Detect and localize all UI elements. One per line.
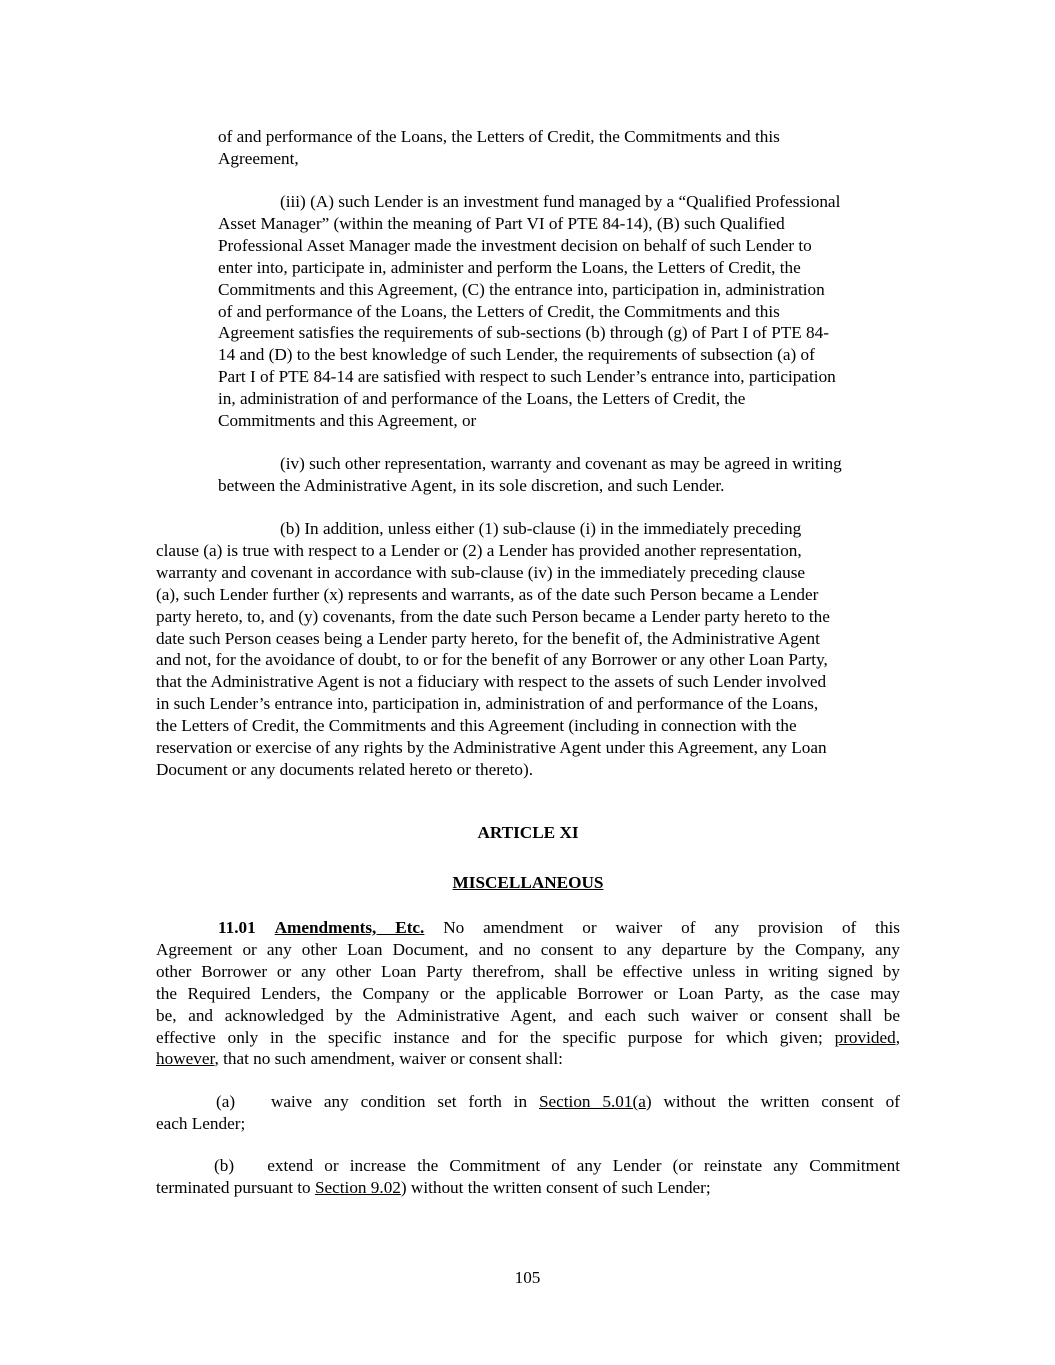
text-line: reservation or exercise of any rights by the Administrative Agent under this Agreement, any Loan — [156, 738, 827, 758]
clause-b-paragraph — [156, 518, 906, 781]
text-line: Professional Asset Manager made the investment decision on behalf of such Lender to — [218, 235, 812, 255]
text-line: (b) extend or increase the Commitment of any Lender (or reinstate any Commitment — [214, 1156, 900, 1175]
however-term: however — [156, 1049, 215, 1069]
text-line: effective only in the specific instance and for the specific purpose for which given; provided, — [156, 1027, 901, 1047]
text-line: Agreement, — [218, 148, 299, 168]
text-line: party hereto, to, and (y) covenants, from the date such Person became a Lender party hereto to the — [156, 606, 830, 626]
clause-label: (a) — [216, 1092, 236, 1111]
article-title: ARTICLE XI — [477, 823, 579, 842]
text-line: Document or any documents related hereto or thereto). — [156, 759, 534, 779]
section-11-01 — [156, 917, 900, 1070]
text-line: (a) waive any condition set forth in Section 5.01(a) without the written consent of — [216, 1092, 901, 1111]
text-line: 11.01 Amendments, Etc. No amendment or waiver of any provision of this — [218, 918, 900, 937]
section-number: 11.01 — [218, 918, 256, 937]
text-line: the Letters of Credit, the Commitments and this Agreement (including in connection with the — [156, 716, 797, 736]
text-line: warranty and covenant in accordance with sub-clause (iv) in the immediately preceding clause — [156, 562, 806, 582]
text-line: (iv) such other representation, warranty and covenant as may be agreed in writing — [280, 454, 842, 473]
text-line: Agreement or any other Loan Document, and no consent to any departure by the Company, any — [156, 939, 900, 959]
text-line: each Lender; — [156, 1113, 246, 1133]
section-heading: Amendments, Etc. — [274, 918, 425, 937]
text-line: in such Lender’s entrance into, participation in, administration of and performance of the Loans, — [156, 694, 819, 714]
text-line: in, administration of and performance of the Loans, the Letters of Credit, the — [218, 389, 746, 409]
text-line: Commitments and this Agreement, (C) the entrance into, participation in, administration — [218, 279, 825, 299]
text-line: (a), such Lender further (x) represents and warrants, as of the date such Person became a Lender — [156, 584, 819, 604]
text-line: 14 and (D) to the best knowledge of such Lender, the requirements of subsection (a) of — [218, 345, 815, 365]
text-line: other Borrower or any other Loan Party therefrom, shall be effective unless in writing signed by — [156, 961, 900, 981]
continuation-paragraph — [218, 126, 908, 170]
text-line: of and performance of the Loans, the Letters of Credit, the Commitments and this — [218, 127, 780, 146]
text-line: Asset Manager” (within the meaning of Part VI of PTE 84-14), (B) such Qualified — [218, 213, 785, 233]
section-5-01-a-link[interactable]: Section 5.01(a — [538, 1092, 646, 1111]
text-line: Part I of PTE 84-14 are satisfied with respect to such Lender’s entrance into, participation — [218, 367, 836, 387]
text-line: however, that no such amendment, waiver or consent shall: — [156, 1049, 563, 1069]
text-line: clause (a) is true with respect to a Lender or (2) a Lender has provided another representation, — [156, 540, 802, 560]
article-subtitle: MISCELLANEOUS — [452, 873, 604, 892]
text-line: enter into, participate in, administer and perform the Loans, the Letters of Credit, the — [218, 257, 801, 277]
clause-iii-paragraph — [218, 191, 908, 432]
text-line: and not, for the avoidance of doubt, to or for the benefit of any Borrower or any other Loan Party, — [156, 650, 828, 670]
page-number: 105 — [514, 1268, 541, 1287]
text-line: of and performance of the Loans, the Letters of Credit, the Commitments and this — [218, 301, 780, 321]
text-line: (iii) (A) such Lender is an investment fund managed by a “Qualified Professional — [280, 192, 841, 211]
clause-a — [156, 1091, 900, 1135]
provided-term: provided, — [834, 1027, 901, 1047]
clause-b — [156, 1155, 900, 1199]
text-line: (b) In addition, unless either (1) sub-clause (i) in the immediately preceding — [280, 519, 802, 538]
clause-label: (b) — [214, 1156, 235, 1175]
text-line: Commitments and this Agreement, or — [218, 411, 477, 431]
text-line: Agreement satisfies the requirements of sub-sections (b) through (g) of Part I of PTE 84- — [218, 323, 829, 343]
text-line: between the Administrative Agent, in its sole discretion, and such Lender. — [218, 475, 725, 495]
text-line: date such Person ceases being a Lender party hereto, for the benefit of, the Administrative Agent — [156, 628, 820, 648]
clause-iv-paragraph — [218, 453, 908, 497]
text-line: that the Administrative Agent is not a fiduciary with respect to the assets of such Lender involved — [156, 672, 827, 692]
section-9-02-link[interactable]: Section 9.02 — [314, 1177, 401, 1197]
text-line: be, and acknowledged by the Administrative Agent, and each such waiver or consent shall be — [156, 1005, 900, 1025]
text-line: the Required Lenders, the Company or the applicable Borrower or Loan Party, as the case may — [156, 983, 900, 1003]
text-line: terminated pursuant to Section 9.02) without the written consent of such Lender; — [156, 1177, 711, 1197]
